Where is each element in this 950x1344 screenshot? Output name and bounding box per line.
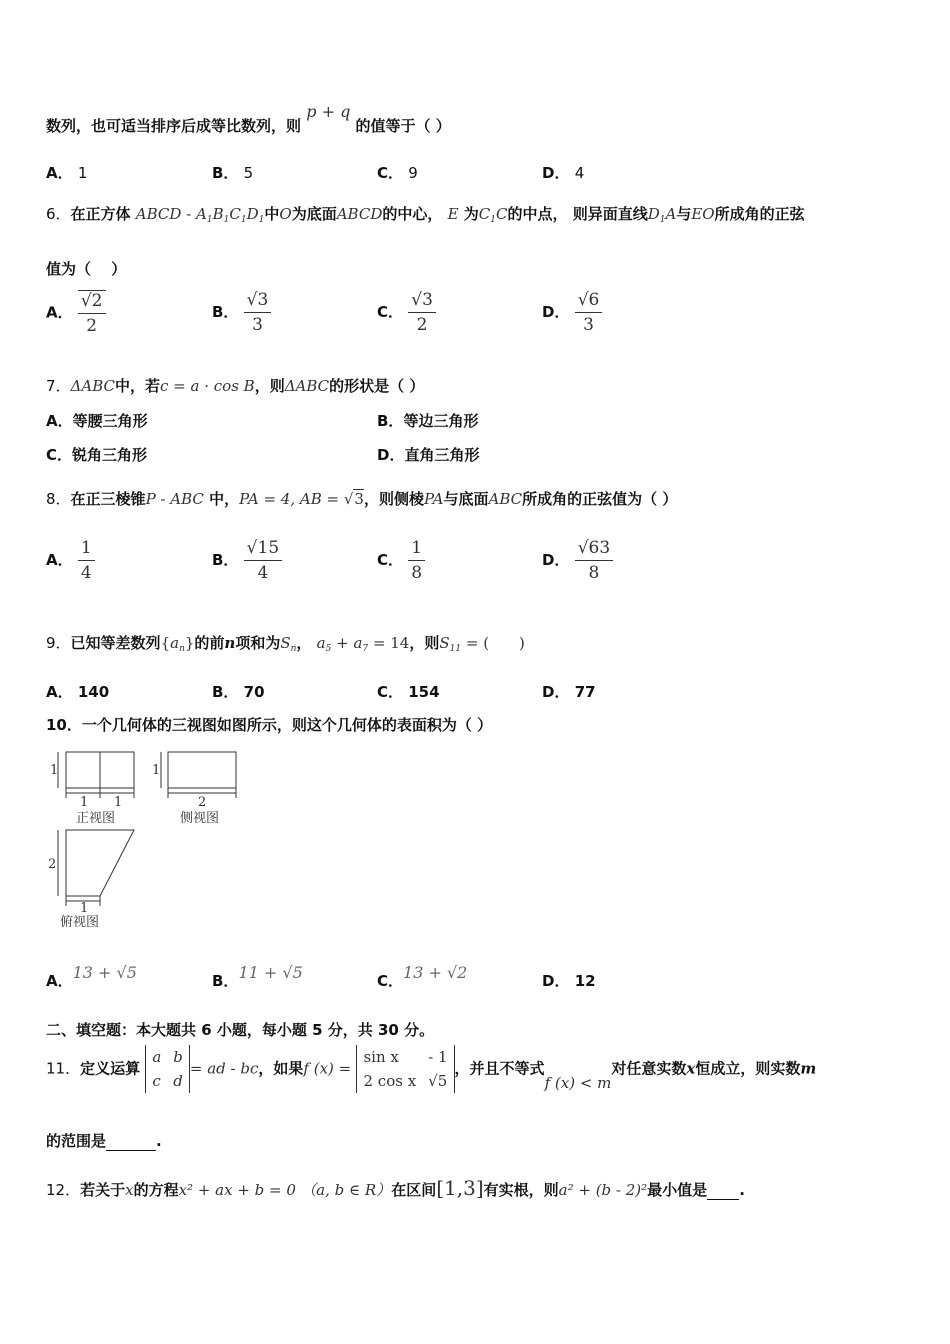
- q7-stem: 7．ΔABC中，若c = a · cos B，则ΔABC的形状是（ ）: [46, 377, 425, 395]
- q8-option-c[interactable]: C． $\frac{1}{8}$: [377, 538, 425, 583]
- q5-option-c[interactable]: C． 9: [377, 164, 418, 182]
- q10-stem: 10．一个几何体的三视图如图所示，则这个几何体的表面积为（ ）: [46, 716, 493, 734]
- q9-option-d[interactable]: D． 77: [542, 683, 596, 701]
- q6-stem-line2: 值为（ ）: [46, 260, 127, 278]
- q12-answer-blank[interactable]: [707, 1181, 739, 1200]
- q11-det-def: a b c d: [145, 1045, 190, 1093]
- side-view-label: 侧视图: [180, 811, 220, 826]
- q10-option-a[interactable]: A．13 + √5: [46, 963, 137, 990]
- q5-option-a[interactable]: A． 1: [46, 164, 88, 182]
- side-h-label: 1: [152, 763, 161, 778]
- top-view-label: 俯视图: [60, 915, 100, 930]
- top-w-label: 1: [80, 901, 89, 916]
- q10-option-b[interactable]: B．11 + √5: [212, 963, 303, 990]
- front-w1-label: 1: [80, 795, 89, 810]
- q5-text: 数列，也可适当排序后成等比数列，则: [46, 117, 302, 135]
- front-view-label: 正视图: [76, 811, 116, 826]
- side-w-label: 2: [198, 795, 207, 810]
- q6-option-b[interactable]: B． $\frac{√3}{3}$: [212, 290, 271, 335]
- q6-option-a[interactable]: A． $\frac{√2}{2}$: [46, 290, 106, 336]
- q9-option-b[interactable]: B． 70: [212, 683, 265, 701]
- q6-option-d[interactable]: D． $\frac{√6}{3}$: [542, 290, 602, 335]
- q7-option-d[interactable]: D．直角三角形: [377, 446, 480, 464]
- q7-option-b[interactable]: B．等边三角形: [377, 412, 479, 430]
- q7-option-c[interactable]: C．锐角三角形: [46, 446, 148, 464]
- q11-stem-line2: 的范围是 .: [46, 1132, 162, 1150]
- q12-stem: 12．若关于x的方程x² + ax + b = 0 （a, b ∈ R）在区间[1,3]有实根，则a² + (b - 2)²最小值是 .: [46, 1176, 745, 1200]
- top-h-label: 2: [48, 857, 57, 872]
- q8-option-b[interactable]: B． $\frac{√15}{4}$: [212, 538, 282, 583]
- q8-option-d[interactable]: D． $\frac{√63}{8}$: [542, 538, 613, 583]
- q5-tail: 的值等于（ ）: [355, 117, 451, 135]
- q5-expr: p + q: [306, 102, 351, 121]
- q10-option-d[interactable]: D． 12: [542, 972, 596, 990]
- front-w2-label: 1: [114, 795, 123, 810]
- q11-det-fx: sin x - 1 2 cos x √5: [356, 1045, 454, 1093]
- q11-stem: 11．定义运算 a b c d= ad - bc，如果f (x) = sin x - 1 2 cos x √5，并且不等式f (x) < m对任意实数x恒成立，则实数m: [46, 1045, 816, 1093]
- section-2-heading: 二、填空题：本大题共 6 小题，每小题 5 分，共 30 分。: [46, 1021, 435, 1039]
- three-view-figure: [46, 748, 246, 938]
- q5-stem: [46, 102, 451, 136]
- q5-option-b[interactable]: B． 5: [212, 164, 254, 182]
- q9-option-c[interactable]: C． 154: [377, 683, 440, 701]
- top-view-trapezoid: [66, 830, 134, 896]
- q8-stem: 8．在正三棱锥P - ABC 中，PA = 4, AB = √3，则侧棱PA与底面ABC所成角的正弦值为（ ）: [46, 490, 678, 508]
- q11-answer-blank[interactable]: [106, 1132, 156, 1151]
- q6-option-c[interactable]: C． $\frac{√3}{2}$: [377, 290, 436, 335]
- front-h-label: 1: [50, 763, 59, 778]
- q8-option-a[interactable]: A． $\frac{1}{4}$: [46, 538, 95, 583]
- q7-option-a[interactable]: A．等腰三角形: [46, 412, 148, 430]
- q9-option-a[interactable]: A． 140: [46, 683, 110, 701]
- q5-option-d[interactable]: D． 4: [542, 164, 585, 182]
- q10-option-c[interactable]: C．13 + √2: [377, 963, 468, 990]
- side-view-rect: [168, 752, 236, 788]
- q6-stem: 6．在正方体 ABCD - $A_1B_1C_1D_1$中O为底面ABCD的中心， E 为$C_1C$的中点， 则异面直线$D_1A$与EO所成角的正弦: [46, 205, 805, 225]
- q9-stem: 9．已知等差数列$\{a_n\}$的前n项和为$S_n$， $a_5 + a_7 = 14$，则$S_{11}$ = ( ): [46, 634, 525, 654]
